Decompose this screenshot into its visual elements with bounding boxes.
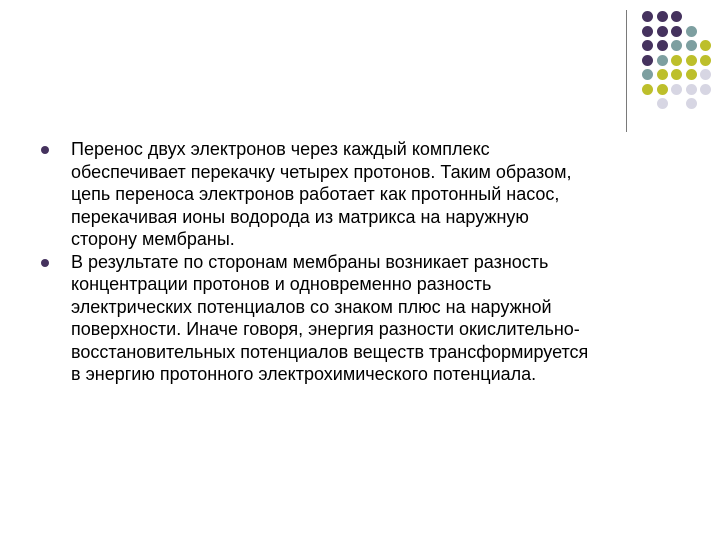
bullet-line: цепь переноса электронов работает как протонный насос, [71, 184, 560, 204]
decorative-dot [686, 40, 697, 51]
decorative-dot [700, 55, 711, 66]
decorative-dot [657, 69, 668, 80]
divider-line [626, 10, 627, 132]
decorative-dot [671, 11, 682, 22]
decorative-dot [686, 69, 697, 80]
bullet-line: Перенос двух электронов через каждый комплекс [71, 139, 490, 159]
decorative-dot [671, 69, 682, 80]
bullet-line: сторону мембраны. [71, 229, 235, 249]
bullet-line: обеспечивает перекачку четырех протонов. Таким образом, [71, 161, 572, 182]
decorative-dot [657, 55, 668, 66]
bullet-line: поверхности. Иначе говоря, энергия разности окислительно- [71, 319, 580, 339]
bullet-line: концентрации протонов и одновременно разность [71, 274, 492, 294]
decorative-dot [700, 84, 711, 95]
decorative-dot [642, 11, 653, 22]
bullet-list [40, 138, 700, 386]
bullet-line: восстановительных потенциалов веществ трансформируется [71, 341, 589, 362]
bullet-line: В результате по сторонам мембраны возникает разность [71, 251, 549, 272]
decorative-dot [657, 26, 668, 37]
decorative-dot [686, 98, 697, 109]
bullet-line: в энергию протонного электрохимического потенциала. [71, 364, 537, 384]
decorative-dot [642, 40, 653, 51]
decorative-dot [657, 98, 668, 109]
decorative-dot-grid [0, 0, 720, 140]
decorative-dot [686, 26, 697, 37]
decorative-dot [642, 26, 653, 37]
bullet-line: перекачивая ионы водорода из матрикса на наружную [71, 206, 529, 227]
bullet-item [40, 251, 700, 386]
bullet-icon [41, 146, 49, 154]
decorative-dot [700, 40, 711, 51]
decorative-dot [657, 84, 668, 95]
decorative-dot [642, 84, 653, 95]
bullet-item [40, 138, 700, 251]
decorative-dot [657, 11, 668, 22]
decorative-dot [686, 84, 697, 95]
decorative-dot [686, 55, 697, 66]
slide-body [40, 138, 700, 386]
decorative-dot [642, 55, 653, 66]
decorative-dot [671, 26, 682, 37]
decorative-dot [671, 55, 682, 66]
decorative-dot [642, 69, 653, 80]
bullet-icon [41, 259, 49, 267]
decorative-dot [700, 69, 711, 80]
decorative-dot [671, 84, 682, 95]
bullet-line: электрических потенциалов со знаком плюс на наружной [71, 296, 552, 317]
decorative-dot [671, 40, 682, 51]
decorative-dot [657, 40, 668, 51]
